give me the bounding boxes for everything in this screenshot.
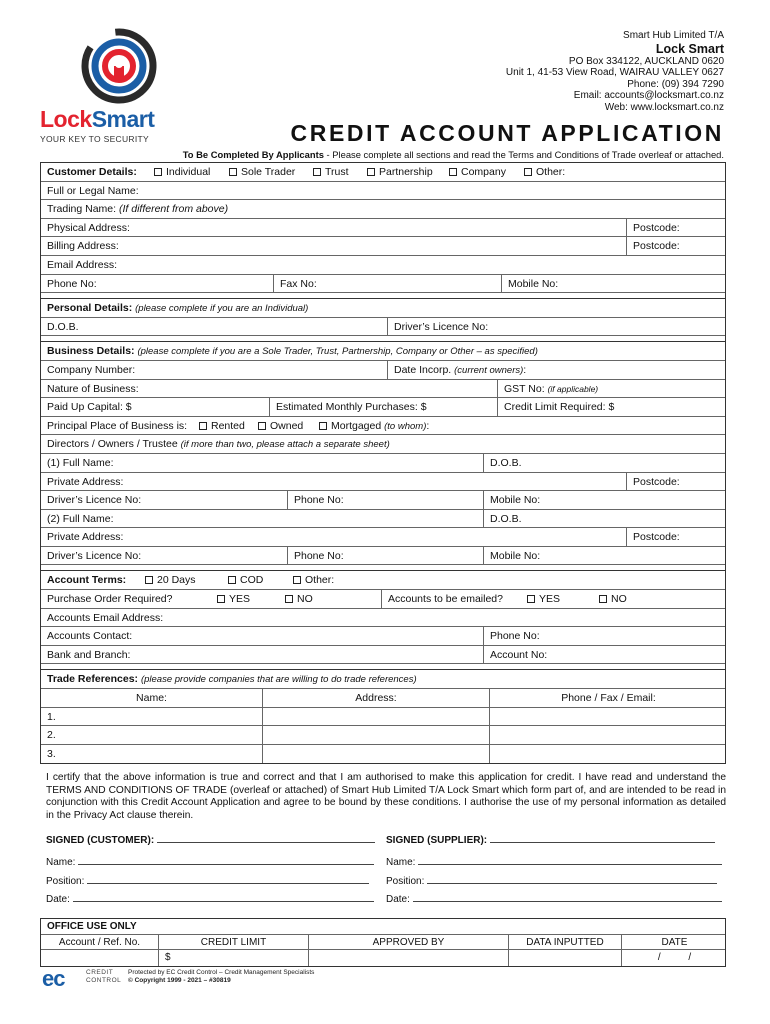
company-phone: Phone: (09) 394 7290 — [627, 78, 724, 90]
office-col-approved: APPROVED BY — [308, 935, 508, 950]
trade-ref-3-address[interactable] — [262, 745, 489, 764]
gst-field[interactable] — [497, 380, 727, 398]
signature-line[interactable] — [490, 834, 715, 843]
trade-ref-1-address[interactable] — [262, 708, 489, 726]
accounts-contact-field[interactable]: Accounts Contact: — [47, 630, 133, 643]
director2-full-name-field[interactable]: (2) Full Name: — [47, 512, 114, 525]
po-yes-option[interactable] — [211, 590, 256, 608]
ec-credit-control-logo: ec — [42, 966, 65, 991]
dob-licence-row — [41, 318, 725, 337]
checkbox-icon[interactable] — [599, 595, 607, 603]
company-number-field[interactable]: Company Number: — [47, 363, 136, 376]
supplier-date-field[interactable] — [386, 893, 722, 905]
customer-name-field[interactable] — [46, 856, 374, 868]
office-heading-row — [41, 919, 725, 935]
office-col-credit-limit: CREDIT LIMIT — [158, 935, 308, 950]
accounts-phone-field[interactable]: Phone No: — [483, 627, 727, 645]
date-incorp-colon: : — [523, 363, 527, 376]
company-ta: Smart Hub Limited T/A — [623, 30, 724, 41]
checkbox-icon[interactable] — [199, 422, 207, 430]
checkbox-icon[interactable] — [145, 576, 153, 584]
gst-note: (if applicable) — [547, 383, 599, 394]
customer-date-field[interactable] — [46, 893, 374, 905]
instructions-bold: To Be Completed By Applicants — [182, 149, 324, 160]
director1-mobile-field[interactable]: Mobile No: — [483, 491, 727, 509]
office-col-data-inputted: DATA INPUTTED — [508, 935, 621, 950]
footer-copyright: © Copyright 1999 - 2021 – #30819 — [128, 977, 231, 984]
type-sole-trader-option[interactable] — [223, 163, 301, 181]
email-row[interactable] — [41, 256, 725, 275]
director2-phone-field[interactable]: Phone No: — [287, 547, 483, 565]
full-name-row[interactable] — [41, 182, 725, 201]
office-use-heading: OFFICE USE ONLY — [47, 921, 137, 932]
customer-position-field[interactable] — [46, 875, 369, 887]
business-details-heading — [41, 342, 544, 360]
bank-branch-field[interactable]: Bank and Branch: — [47, 648, 131, 661]
position-label: Position: — [46, 876, 85, 887]
office-approved-value[interactable] — [308, 950, 508, 966]
po-required-label: Purchase Order Required? — [47, 593, 173, 606]
office-data-inputted-value[interactable] — [508, 950, 621, 966]
logo-word-lock: Lock — [40, 106, 92, 132]
date-incorp-field[interactable] — [387, 361, 727, 379]
place-label: Mortgaged — [331, 419, 382, 432]
phone-field[interactable]: Phone No: — [47, 277, 97, 290]
trading-name-note: (If different from above) — [118, 203, 229, 216]
director1-private-address-field[interactable]: Private Address: — [47, 475, 124, 488]
type-other-option[interactable] — [518, 163, 571, 181]
capital-row — [41, 398, 725, 417]
checkbox-icon[interactable] — [285, 595, 293, 603]
accounts-email-row[interactable] — [41, 609, 725, 628]
yes-label: YES — [539, 593, 561, 606]
date-line[interactable] — [413, 893, 722, 902]
director2-licence-field[interactable]: Driver’s Licence No: — [47, 549, 142, 562]
po-no-option[interactable] — [279, 590, 319, 608]
trading-name-row[interactable] — [41, 200, 725, 219]
name-line[interactable] — [418, 856, 722, 865]
company-number-row — [41, 361, 725, 380]
date-incorp-note: (current owners) — [454, 364, 524, 376]
nature-of-business-field[interactable]: Nature of Business: — [47, 382, 139, 395]
directors-note: (if more than two, please attach a separate sheet) — [180, 439, 390, 451]
billing-address-label: Billing Address: — [47, 240, 119, 253]
checkbox-icon[interactable] — [524, 168, 532, 176]
terms-other-option[interactable] — [287, 571, 340, 589]
terms-label: Other: — [305, 574, 335, 587]
trade-col-contact: Phone / Fax / Email: — [489, 689, 727, 707]
nature-gst-row — [41, 380, 725, 399]
director1-dob-field[interactable]: D.O.B. — [483, 454, 727, 472]
director1-postcode-field[interactable]: Postcode: — [626, 473, 727, 491]
accounts-email-label: Accounts Email Address: — [47, 611, 164, 624]
billing-postcode-field[interactable]: Postcode: — [626, 237, 727, 255]
type-label: Individual — [166, 166, 211, 178]
personal-note: (please complete if you are an Individual) — [135, 303, 309, 315]
emailed-no-option[interactable] — [593, 590, 633, 608]
gst-label: GST No: — [504, 382, 545, 395]
checkbox-icon[interactable] — [154, 168, 162, 176]
checkbox-icon[interactable] — [449, 168, 457, 176]
trade-col-address: Address: — [262, 689, 489, 707]
terms-cod-option[interactable] — [222, 571, 269, 589]
signature-line[interactable] — [157, 834, 375, 843]
office-date-value[interactable]: / / — [621, 950, 727, 966]
trade-ref-2-contact[interactable] — [489, 726, 727, 744]
directors-row — [41, 435, 725, 454]
type-label: Trust — [325, 166, 349, 178]
director1-address-row — [41, 473, 725, 492]
footer-text — [128, 969, 314, 985]
date-label: Date: — [46, 894, 70, 905]
signed-customer-field[interactable] — [46, 834, 375, 846]
principal-place-label: Principal Place of Business is: — [47, 419, 188, 432]
supplier-name-field[interactable] — [386, 856, 722, 868]
no-label: NO — [297, 593, 313, 606]
office-columns-row — [41, 935, 725, 951]
ec-sub-1: CREDIT — [86, 969, 114, 976]
to-whom-note: (to whom) — [384, 420, 427, 432]
company-street: Unit 1, 41-53 View Road, WAIRAU VALLEY 0627 — [505, 67, 724, 79]
personal-heading-text: Personal Details: — [47, 302, 133, 315]
office-use-table — [40, 918, 726, 967]
trade-ref-row — [41, 726, 725, 745]
trade-note: (please provide companies that are willing to do trade references) — [140, 674, 417, 686]
account-terms-row — [41, 571, 725, 590]
to-whom-colon: : — [426, 419, 430, 432]
certification-text: I certify that the above information is true and correct and that I am authorised to make this application for credit. I have read and understand the TERMS AND CONDITIONS OF TRADE (overleaf or attached) of Smart Hub Limited T/A Lock Smart which form part of, and are intended to be read in conjunction with this Credit Account Application and agree to be bound by these conditions. I authorise the use of my personal information as detailed in the Privacy Act clause therein. — [46, 772, 726, 821]
trade-ref-3-contact[interactable] — [489, 745, 727, 764]
place-owned-option[interactable] — [252, 417, 309, 435]
company-contact-block — [506, 30, 724, 114]
trade-ref-row — [41, 745, 725, 764]
logo-word-smart: Smart — [91, 106, 155, 132]
ec-sub-2: CONTROL — [86, 976, 122, 984]
office-credit-limit-value[interactable]: $ — [158, 950, 308, 966]
director1-phone-field[interactable]: Phone No: — [287, 491, 483, 509]
signed-supplier-label: SIGNED (SUPPLIER): — [386, 835, 488, 846]
instructions-rest: - Please complete all sections and read the Terms and Conditions of Trade overleaf or attached. — [323, 149, 724, 160]
fax-field[interactable]: Fax No: — [273, 275, 501, 293]
ec-logo-subtext — [86, 969, 121, 984]
director2-mobile-field[interactable]: Mobile No: — [483, 547, 727, 565]
director1-contact-row — [41, 491, 725, 510]
company-email: Email: accounts@locksmart.co.nz — [573, 90, 724, 102]
checkbox-icon[interactable] — [313, 168, 321, 176]
no-label: NO — [611, 593, 627, 606]
personal-dob-field[interactable]: D.O.B. — [47, 320, 79, 333]
physical-address-label: Physical Address: — [47, 221, 130, 234]
director2-address-row — [41, 528, 725, 547]
form-title: CREDIT ACCOUNT APPLICATION — [290, 120, 724, 146]
po-emailed-row — [41, 590, 725, 609]
paid-up-capital-field[interactable]: Paid Up Capital: $ — [47, 401, 132, 414]
signed-customer-label: SIGNED (CUSTOMER): — [46, 835, 155, 846]
position-line[interactable] — [427, 875, 717, 884]
checkbox-icon[interactable] — [229, 168, 237, 176]
checkbox-icon[interactable] — [258, 422, 266, 430]
form-instructions — [183, 149, 724, 160]
type-label: Company — [461, 166, 506, 178]
est-monthly-purchases-field[interactable]: Estimated Monthly Purchases: $ — [269, 398, 497, 416]
billing-address-row[interactable] — [41, 237, 725, 256]
office-ref-value[interactable] — [41, 950, 158, 966]
customer-type-row — [41, 163, 725, 182]
checkbox-icon[interactable] — [293, 576, 301, 584]
date-line[interactable] — [73, 893, 374, 902]
accounts-contact-row — [41, 627, 725, 646]
director2-contact-row — [41, 547, 725, 566]
director1-name-row — [41, 454, 725, 473]
physical-address-row[interactable] — [41, 219, 725, 238]
terms-label: COD — [240, 574, 264, 587]
trade-col-name: Name: — [136, 692, 167, 705]
place-label: Rented — [211, 419, 245, 432]
trade-ref-2-address[interactable] — [262, 726, 489, 744]
supplier-position-field[interactable] — [386, 875, 717, 887]
director1-licence-field[interactable]: Driver’s Licence No: — [47, 494, 142, 507]
email-label: Email Address: — [47, 258, 118, 271]
checkbox-icon[interactable] — [217, 595, 225, 603]
terms-label: 20 Days — [157, 574, 196, 587]
checkbox-icon[interactable] — [527, 595, 535, 603]
business-heading-row — [41, 342, 725, 361]
business-note: (please complete if you are a Sole Trader, Trust, Partnership, Company or Other – as specified) — [137, 346, 538, 358]
office-col-ref: Account / Ref. No. — [58, 936, 141, 948]
type-label: Partnership — [379, 166, 433, 178]
trade-heading-row — [41, 670, 725, 689]
account-terms-heading: Account Terms: — [47, 574, 127, 587]
name-label: Name: — [386, 857, 416, 868]
emailed-yes-option[interactable] — [521, 590, 566, 608]
trade-heading-text: Trade References: — [47, 673, 139, 686]
principal-place-row — [41, 417, 725, 436]
type-partnership-option[interactable] — [361, 163, 439, 181]
type-individual-option[interactable] — [148, 163, 216, 181]
logo-tagline: YOUR KEY TO SECURITY — [40, 134, 149, 144]
trade-ref-3-name[interactable]: 3. — [47, 747, 56, 760]
mobile-field[interactable]: Mobile No: — [501, 275, 727, 293]
customer-details-heading: Customer Details: — [47, 166, 137, 178]
footer-protected: Protected by EC Credit Control – Credit Management Specialists — [128, 969, 315, 976]
director1-full-name-field[interactable]: (1) Full Name: — [47, 456, 114, 469]
signed-supplier-field[interactable] — [386, 834, 715, 846]
director2-dob-field[interactable]: D.O.B. — [483, 510, 727, 528]
office-col-date: DATE — [621, 935, 727, 950]
full-name-label: Full or Legal Name: — [47, 184, 139, 197]
key-ring-icon — [76, 26, 166, 108]
yes-label: YES — [229, 593, 251, 606]
date-label: Date: — [386, 894, 410, 905]
position-line[interactable] — [87, 875, 369, 884]
personal-licence-field[interactable]: Driver’s Licence No: — [387, 318, 727, 336]
name-label: Name: — [46, 857, 76, 868]
business-heading-text: Business Details: — [47, 345, 135, 358]
locksmart-logo — [38, 26, 198, 146]
directors-text: Directors / Owners / Trustee — [47, 438, 178, 451]
trade-ref-2-name[interactable]: 2. — [47, 729, 56, 742]
personal-details-heading — [41, 299, 314, 317]
type-company-option[interactable] — [443, 163, 512, 181]
name-line[interactable] — [78, 856, 374, 865]
trading-name-text: Trading Name: — [47, 203, 117, 216]
type-label: Sole Trader — [241, 166, 296, 178]
director2-postcode-field[interactable]: Postcode: — [626, 528, 727, 546]
company-web: Web: www.locksmart.co.nz — [604, 101, 724, 113]
place-label: Owned — [270, 419, 304, 432]
company-name: Lock Smart — [655, 41, 724, 56]
type-label: Other: — [536, 166, 566, 178]
terms-20-days-option[interactable] — [139, 571, 202, 589]
place-rented-option[interactable] — [193, 417, 251, 435]
trade-columns-row — [41, 689, 725, 708]
trade-references-heading — [41, 670, 423, 688]
office-values-row — [41, 950, 725, 966]
checkbox-icon[interactable] — [319, 422, 327, 430]
footer — [40, 966, 440, 992]
checkbox-icon[interactable] — [228, 576, 236, 584]
trade-ref-row — [41, 708, 725, 727]
logo-wordmark — [40, 106, 154, 133]
company-po-box: PO Box 334122, AUCKLAND 0620 — [568, 55, 724, 67]
emailed-label: Accounts to be emailed? — [381, 590, 727, 608]
physical-postcode-field[interactable]: Postcode: — [626, 219, 727, 237]
credit-limit-required-field[interactable]: Credit Limit Required: $ — [497, 398, 727, 416]
directors-label — [41, 435, 396, 453]
position-label: Position: — [386, 876, 425, 887]
trade-ref-1-name[interactable]: 1. — [47, 710, 56, 723]
bank-row — [41, 646, 725, 665]
date-incorp-label: Date Incorp. — [394, 363, 452, 376]
application-form — [40, 162, 726, 764]
type-trust-option[interactable] — [307, 163, 355, 181]
personal-heading-row — [41, 299, 725, 318]
trade-ref-1-contact[interactable] — [489, 708, 727, 726]
director2-private-address-field[interactable]: Private Address: — [47, 531, 124, 544]
place-mortgaged-option[interactable] — [313, 417, 435, 435]
account-number-field[interactable]: Account No: — [483, 646, 727, 664]
director2-name-row — [41, 510, 725, 529]
checkbox-icon[interactable] — [367, 168, 375, 176]
trading-name-label — [41, 200, 234, 218]
phone-fax-mobile-row — [41, 275, 725, 294]
